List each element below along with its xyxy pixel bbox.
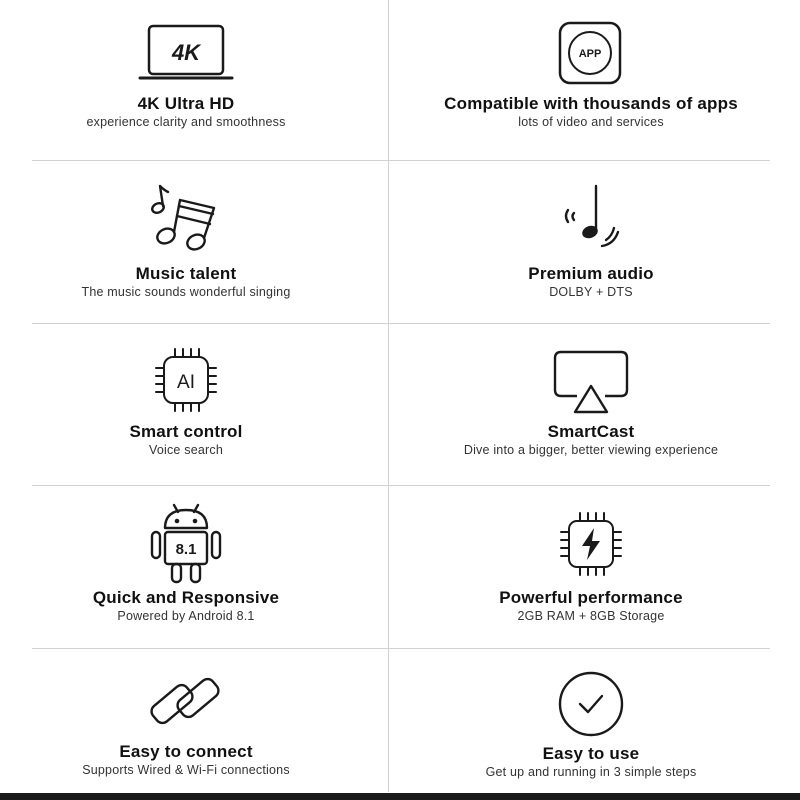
feature-subtitle: experience clarity and smoothness [86,115,286,129]
feature-subtitle: DOLBY + DTS [549,285,633,299]
feature-subtitle: Voice search [149,443,223,457]
feature-powerful-performance [390,510,792,624]
row-divider [32,160,770,161]
feature-title: Powerful performance [499,588,683,607]
feature-title: Easy to use [542,744,640,763]
feature-music-talent [0,180,372,300]
feature-subtitle: 2GB RAM + 8GB Storage [517,609,665,623]
feature-title: 4K Ultra HD [137,94,235,113]
check-circle-icon [556,670,626,738]
sound-note-icon [556,180,626,254]
feature-quick-responsive [0,502,372,624]
cast-screen-icon [549,346,633,416]
row-divider [32,485,770,486]
ai-chip-icon [151,346,221,414]
feature-subtitle: Get up and running in 3 simple steps [485,765,697,779]
svg-text:8.1: 8.1 [175,541,197,558]
lightning-chip-icon [556,510,626,578]
feature-title: Quick and Responsive [92,588,280,607]
feature-easy-use [390,670,792,780]
bottom-bar [0,793,800,800]
feature-smart-control [0,346,372,458]
feature-subtitle: Powered by Android 8.1 [117,609,255,623]
svg-text:AI: AI [177,372,195,393]
feature-subtitle: The music sounds wonderful singing [81,285,291,299]
feature-title: SmartCast [547,422,635,441]
feature-smartcast [390,346,792,458]
feature-title: Premium audio [528,264,654,283]
feature-subtitle: Dive into a bigger, better viewing experience [463,443,719,457]
feature-subtitle: lots of video and services [518,115,664,129]
svg-text:APP: APP [578,48,602,60]
feature-premium-audio [390,180,792,300]
feature-compatible-apps [390,20,792,130]
row-divider [32,323,770,324]
feature-title: Smart control [129,422,243,441]
row-divider [32,648,770,649]
app-icon [556,20,626,88]
feature-easy-connect [0,670,372,778]
4k-laptop-icon [130,20,242,84]
vertical-divider [388,0,389,792]
feature-4k-ultra-hd [0,20,372,130]
svg-text:4K: 4K [171,40,201,65]
feature-title: Compatible with thousands of apps [444,94,738,113]
feature-title: Music talent [135,264,237,283]
android-robot-icon [146,502,226,586]
music-notes-icon [146,180,226,254]
link-icon [146,670,226,734]
feature-title: Easy to connect [119,742,253,761]
feature-subtitle: Supports Wired & Wi-Fi connections [82,763,290,777]
